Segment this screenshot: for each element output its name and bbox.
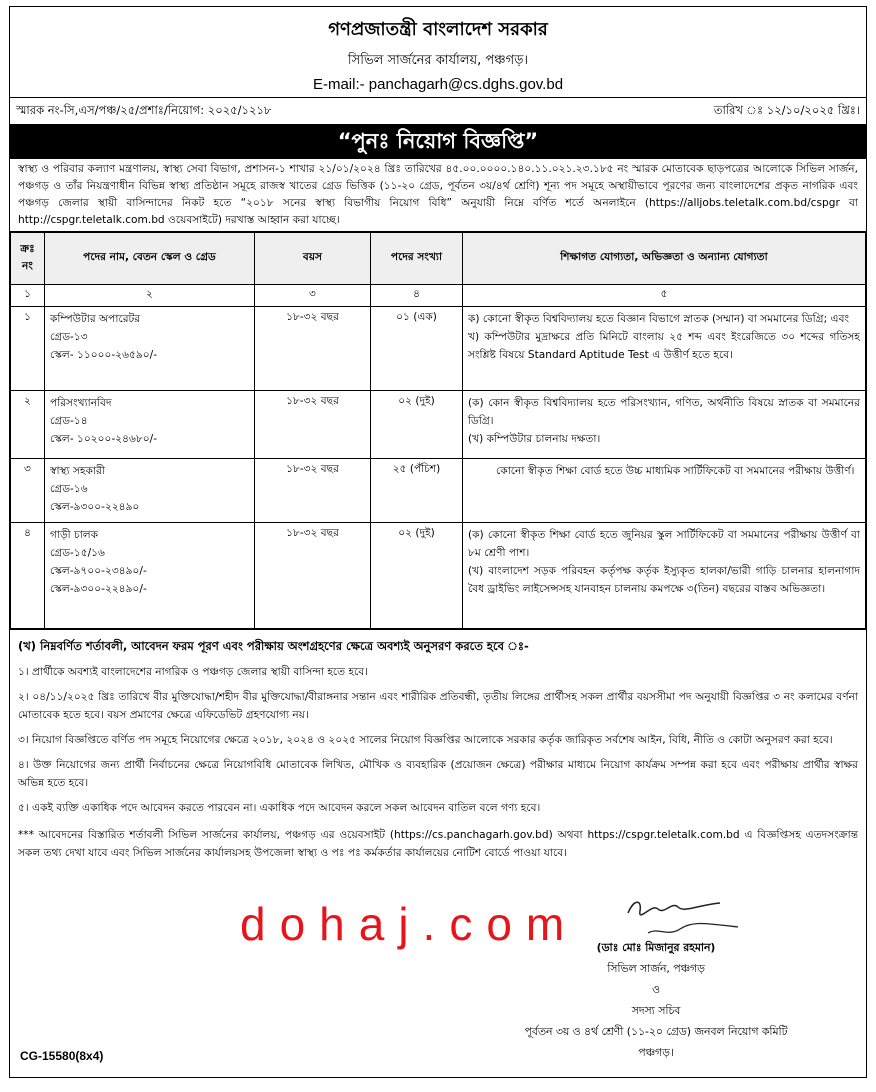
table-row <box>11 391 866 459</box>
post-name: পরিসংখ্যানবিদ <box>50 397 112 409</box>
government-title: গণপ্রজাতন্ত্রী বাংলাদেশ সরকার <box>328 19 548 40</box>
qualification-item: ক) কোনো স্বীকৃত বিশ্ববিদ্যালয় হতে বিজ্ঞান বিভাগে স্নাতক (সম্মান) বা সমমানের ডিগ্রি; এবং <box>468 313 850 325</box>
memo-number: স্মারক নং-সি,এস/পঞ্চ/২৫/প্রশাঃ/নিয়োগ: ২০২৫/১২১৮ <box>16 103 272 117</box>
header-sl: ক্রঃ নং <box>11 233 45 285</box>
notice-page <box>9 6 867 1078</box>
row-post <box>45 307 255 391</box>
col-number: ৩ <box>255 285 371 307</box>
table-header-row <box>11 233 866 285</box>
header-age: বয়স <box>255 233 371 285</box>
vacancy-table <box>10 232 866 629</box>
committee-name: পূর্বতন ৩য় ও ৪র্থ শ্রেণী (১১-২০ গ্রেড) জনবল নিয়োগ কমিটি <box>524 1025 788 1038</box>
condition-item: ৩। নিয়োগ বিজ্ঞপ্তিতে বর্ণিত পদ সমূহে নিয়োগের ক্ষেত্রে ২০১৮, ২০২৪ ও ২০২৫ সালের নিয়োগ বিজ্ঞপ্তির আলোকে সরকার কর্তৃক জারিকৃত সর্বশেষ আইন, বিধি, নীতি ও কোটা অনুসরণ করা হবে। <box>18 734 833 746</box>
qualification-item: (ক) কোন স্বীকৃত বিশ্ববিদ্যালয় হতে পরিসংখ্যান, গণিত, অর্থনীতি বিষয়ে স্নাতক বা সমমানের ডিগ্রি। <box>468 397 860 427</box>
table-row <box>11 523 866 629</box>
committee-place: পঞ্চগড়। <box>638 1046 674 1059</box>
row-sl: ১ <box>11 307 45 391</box>
col-number: ১ <box>11 285 45 307</box>
row-post <box>45 391 255 459</box>
post-scale: স্কেল- ১১০০০-২৬৫৯০/- <box>50 349 158 361</box>
memo-row <box>10 97 866 124</box>
qualification-item: (খ) কম্পিউটার চালনায় দক্ষতা। <box>468 433 601 445</box>
post-name: কম্পিউটার অপারেটর <box>50 313 141 325</box>
post-name: স্বাস্থ্য সহকারী <box>50 465 105 477</box>
row-post <box>45 459 255 523</box>
condition-item: ২। ০৪/১১/২০২৫ খ্রিঃ তারিখে বীর মুক্তিযোদ্ধা/শহীদ বীর মুক্তিযোদ্ধা/বীরাঙ্গনার সন্তান এবং শারীরিক প্রতিবন্ধী, তৃতীয় লিঙ্গের প্রার্থীসহ সকল প্রার্থীর বয়সসীমা পদ অনুযায়ী বিজ্ঞপ্তির ৩ নং কলামের বর্ণনা মোতাবেক হতে হবে। বয়স প্রমাণের ক্ষেত্রে এফিডেভিট গ্রহণযোগ্য নয়। <box>18 691 858 721</box>
row-count: ২৫ (পঁচিশ) <box>371 459 463 523</box>
signatory-and: ও <box>652 983 660 996</box>
notes-paragraph: *** আবেদনের বিস্তারিত শর্তাবলী সিভিল সার্জনের কার্যালয়, পঞ্চগড় এর ওয়েবসাইট (https://cs.panchagarh.gov.bd) অথবা https://cspgr.teletalk.com.bd এ বিজ্ঞপ্তিসহ এতদসংক্রান্ত সকল তথ্য দেখা যাবে এবং সিভিল সার্জনের কার্যালয়সহ উপজেলা স্বাস্থ্য ও পঃ পঃ কর্মকর্তার কার্যালয়ের নোটিশ বোর্ডে পাওয়া যাবে। <box>18 829 858 859</box>
row-qualification <box>463 523 866 629</box>
table-row <box>11 459 866 523</box>
signatory-designation: সিভিল সার্জন, পঞ্চগড় <box>607 962 705 975</box>
header-post: পদের নাম, বেতন স্কেল ও গ্রেড <box>45 233 255 285</box>
qualification-item: কোনো স্বীকৃত শিক্ষা বোর্ড হতে উচ্চ মাধ্যমিক সার্টিফিকেট বা সমমানের পরীক্ষায় উত্তীর্ণ। <box>496 465 855 477</box>
post-scale: স্কেল-৯৩০০-২২৪৯০ <box>50 501 140 513</box>
row-sl: ৩ <box>11 459 45 523</box>
col-number: ৪ <box>371 285 463 307</box>
row-post <box>45 523 255 629</box>
header <box>10 15 866 93</box>
row-qualification <box>463 459 866 523</box>
signatory-role: সদস্য সচিব <box>631 1004 681 1017</box>
row-age: ১৮-৩২ বছর <box>255 307 371 391</box>
office-name: সিভিল সার্জনের কার্যালয়, পঞ্চগড়। <box>347 53 529 68</box>
row-age: ১৮-৩২ বছর <box>255 523 371 629</box>
print-code: CG-15580(8x4) <box>20 1049 104 1063</box>
row-sl: ৪ <box>11 523 45 629</box>
row-count: ০২ (দুই) <box>371 523 463 629</box>
memo-date: তারিখ ঃ ১২/১০/২০২৫ খ্রিঃ। <box>713 103 860 117</box>
header-qualification: শিক্ষাগত যোগ্যতা, অভিজ্ঞতা ও অন্যান্য যোগ্যতা <box>463 233 866 285</box>
col-number: ৫ <box>463 285 866 307</box>
office-email: E-mail:- panchagarh@cs.dghs.gov.bd <box>312 76 564 93</box>
qualification-item: (খ) বাংলাদেশ সড়ক পরিবহন কর্তৃপক্ষ কর্তৃক ইস্যুকৃত হালকা/ভারী গাড়ি চালনার হালনাগাদ বৈধ ড্রাইভিং লাইসেন্সসহ যানবাহন চালনায় কমপক্ষে ৩(তিন) বছরের বাস্তব অভিজ্ঞতা। <box>468 565 860 595</box>
post-grade: গ্রেড-১৬ <box>50 483 88 495</box>
conditions-title: (খ) নিম্নবর্ণিত শর্তাবলী, আবেদন ফরম পূরণ এবং পরীক্ষায় অংশগ্রহণের ক্ষেত্রে অবশ্যই অনুসরণ করতে হবে ঃ- <box>10 629 866 663</box>
col-number: ২ <box>45 285 255 307</box>
post-scale: স্কেল- ১০২০০-২৪৬৮০/- <box>50 433 158 445</box>
watermark-text: dohaj.com <box>240 898 579 950</box>
row-age: ১৮-৩২ বছর <box>255 459 371 523</box>
row-count: ০১ (এক) <box>371 307 463 391</box>
post-scale: স্কেল-৯৩০০-২২৪৯০/- <box>50 583 147 595</box>
condition-item: ৫। একই ব্যক্তি একাধিক পদে আবেদন করতে পারবেন না। একাধিক পদে আবেদন করলে সকল আবেদন বাতিল বলে গণ্য হবে। <box>18 802 541 814</box>
row-count: ০২ (দুই) <box>371 391 463 459</box>
post-scale: স্কেল-৯৭০০-২৩৪৯০/- <box>50 565 147 577</box>
signature-block <box>506 937 806 1063</box>
row-sl: ২ <box>11 391 45 459</box>
signatory-name: (ডাঃ মোঃ মিজানুর রহমান) <box>596 941 716 954</box>
row-qualification <box>463 391 866 459</box>
post-name: গাড়ী চালক <box>50 529 99 541</box>
post-grade: গ্রেড-১৪ <box>50 415 88 427</box>
post-grade: গ্রেড-১৫/১৬ <box>50 547 105 559</box>
condition-item: ১। প্রার্থীকে অবশ্যই বাংলাদেশের নাগরিক ও পঞ্চগড় জেলার স্থায়ী বাসিন্দা হতে হবে। <box>18 666 368 678</box>
post-grade: গ্রেড-১৩ <box>50 331 88 343</box>
table-row <box>11 307 866 391</box>
qualification-item: (ক) কোনো স্বীকৃত শিক্ষা বোর্ড হতে জুনিয়র স্কুল সার্টিফিকেট বা সমমানের পরীক্ষায় উত্তীর্ণ বা ৮ম শ্রেণী পাশ। <box>468 529 860 559</box>
row-qualification <box>463 307 866 391</box>
intro-paragraph: স্বাস্থ্য ও পরিবার কল্যাণ মন্ত্রণালয়, স্বাস্থ্য সেবা বিভাগ, প্রশাসন-১ শাখার ২১/০১/২০২৪ খ্রিঃ তারিখের ৪৫.০০.০০০০.১৪০.১১.০২১.২৩.১৮৫ নং স্মারক মোতাবেক ছাড়পত্রের আলোকে সিভিল সার্জন, পঞ্চগড় ও তাঁর নিয়ন্ত্রণাধীন বিভিন্ন স্বাস্থ্য প্রতিষ্ঠান সমূহে রাজস্ব খাতের গ্রেড ভিত্তিক (১১-২০ গ্রেড, পূর্বতন ৩য়/৪র্থ শ্রেণি) শূন্য পদ সমূহে অস্থায়ীভাবে পূরণের জন্য বাংলাদেশের প্রকৃত নাগরিক এবং পঞ্চগড় জেলার স্থায়ী বাসিন্দাদের নিকট হতে “২০১৮ সনের স্বাস্থ্য বিভাগীয় নিয়োগ বিধি” অনুযায়ী নিম্নে বর্ণিত শর্তে অনলাইনে (https://alljobs.teletalk.com.bd/cspgr বা http://cspgr.teletalk.com.bd ওয়েবসাইটে) দরখাস্ত আহ্বান করা যাচ্ছে। <box>10 159 866 232</box>
header-count: পদের সংখ্যা <box>371 233 463 285</box>
qualification-item: খ) কম্পিউটার মুদ্রাক্ষরে প্রতি মিনিটে বাংলায় ২৫ শব্দ এবং ইংরেজিতে ৩০ শব্দের গতিসহ সংশ্লিষ্ট বিষয়ে Standard Aptitude Test এ উত্তীর্ণ হতে হবে। <box>468 331 860 361</box>
column-number-row <box>11 285 866 307</box>
notice-title-banner: “পুনঃ নিয়োগ বিজ্ঞপ্তি” <box>10 124 866 159</box>
row-age: ১৮-৩২ বছর <box>255 391 371 459</box>
condition-item: ৪। উক্ত নিয়োগের জন্য প্রার্থী নির্বাচনের ক্ষেত্রে নিয়োগবিধি মোতাবেক লিখিত, মৌখিক ও ব্যবহারিক (প্রয়োজন ক্ষেত্রে) পরীক্ষার মাধ্যমে নিয়োগ কার্যক্রম সম্পন্ন করা হবে এবং পরীক্ষায় প্রার্থীর স্বাক্ষর অভিন্ন হতে হবে। <box>18 759 858 789</box>
